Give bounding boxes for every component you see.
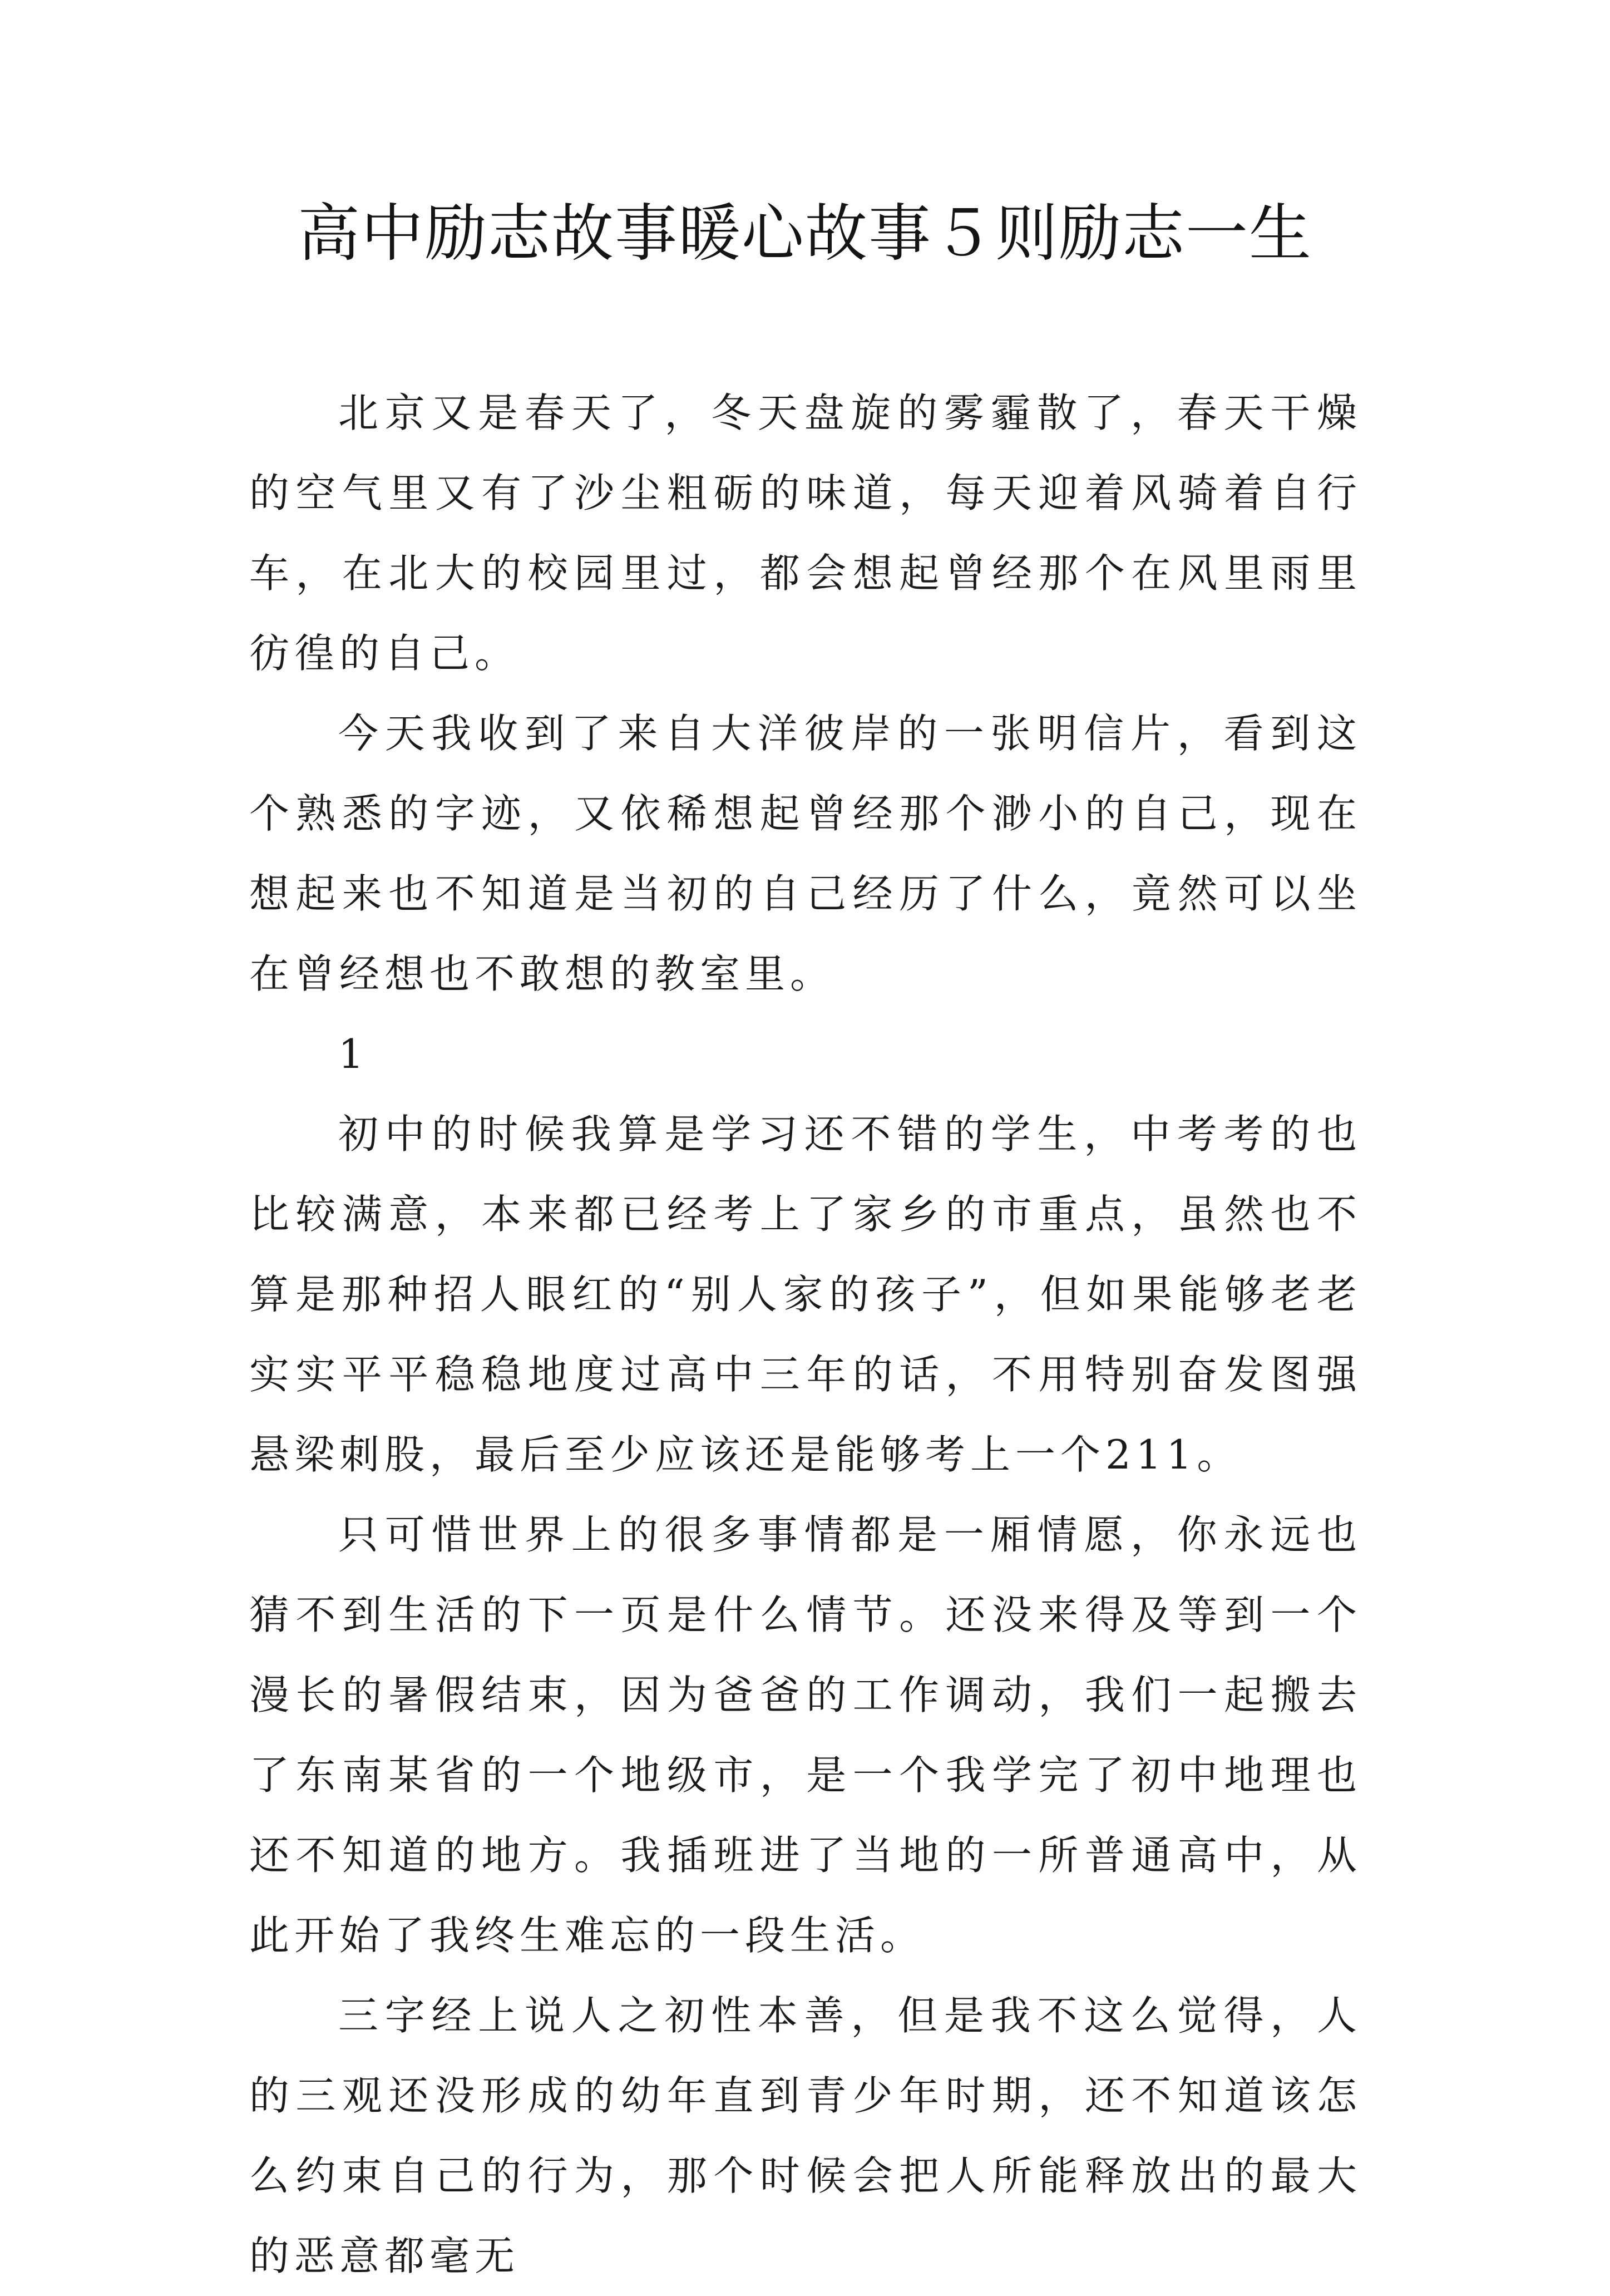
paragraph: 三字经上说人之初性本善，但是我不这么觉得，人的三观还没形成的幼年直到青少年时期，还不知道该怎么约束自己的行为，那个时候会把人所能释放出的最大的恶意都毫无 bbox=[249, 1992, 1362, 2279]
document-body bbox=[249, 373, 1362, 2296]
paragraph: 只可惜世界上的很多事情都是一厢情愿，你永远也猜不到生活的下一页是什么情节。还没来得及等到一个漫长的暑假结束，因为爸爸的工作调动，我们一起搬去了东南某省的一个地级市，是一个我学完了初中地理也还不知道的地方。我插班进了当地的一所普通高中，从此开始了我终生难忘的一段生活。 bbox=[249, 1511, 1362, 1959]
paragraph: 今天我收到了来自大洋彼岸的一张明信片，看到这个熟悉的字迹，又依稀想起曾经那个渺小的自己，现在想起来也不知道是当初的自己经历了什么，竟然可以坐在曾经想也不敢想的教室里。 bbox=[249, 710, 1362, 997]
document-title: 高中励志故事暖心故事５则励志一生 bbox=[298, 198, 1312, 270]
paragraph: 北京又是春天了，冬天盘旋的雾霾散了，春天干燥的空气里又有了沙尘粗砺的味道，每天迎着风骑着自行车，在北大的校园里过，都会想起曾经那个在风里雨里彷徨的自己。 bbox=[249, 390, 1362, 677]
section-number: 1 bbox=[338, 1031, 369, 1077]
paragraph: 初中的时候我算是学习还不错的学生，中考考的也比较满意，本来都已经考上了家乡的市重点，虽然也不算是那种招人眼红的“别人家的孩子”，但如果能够老老实实平平稳稳地度过高中三年的话，不用特别奋发图强悬梁刺股，最后至少应该还是能够考上一个211。 bbox=[249, 1111, 1362, 1478]
